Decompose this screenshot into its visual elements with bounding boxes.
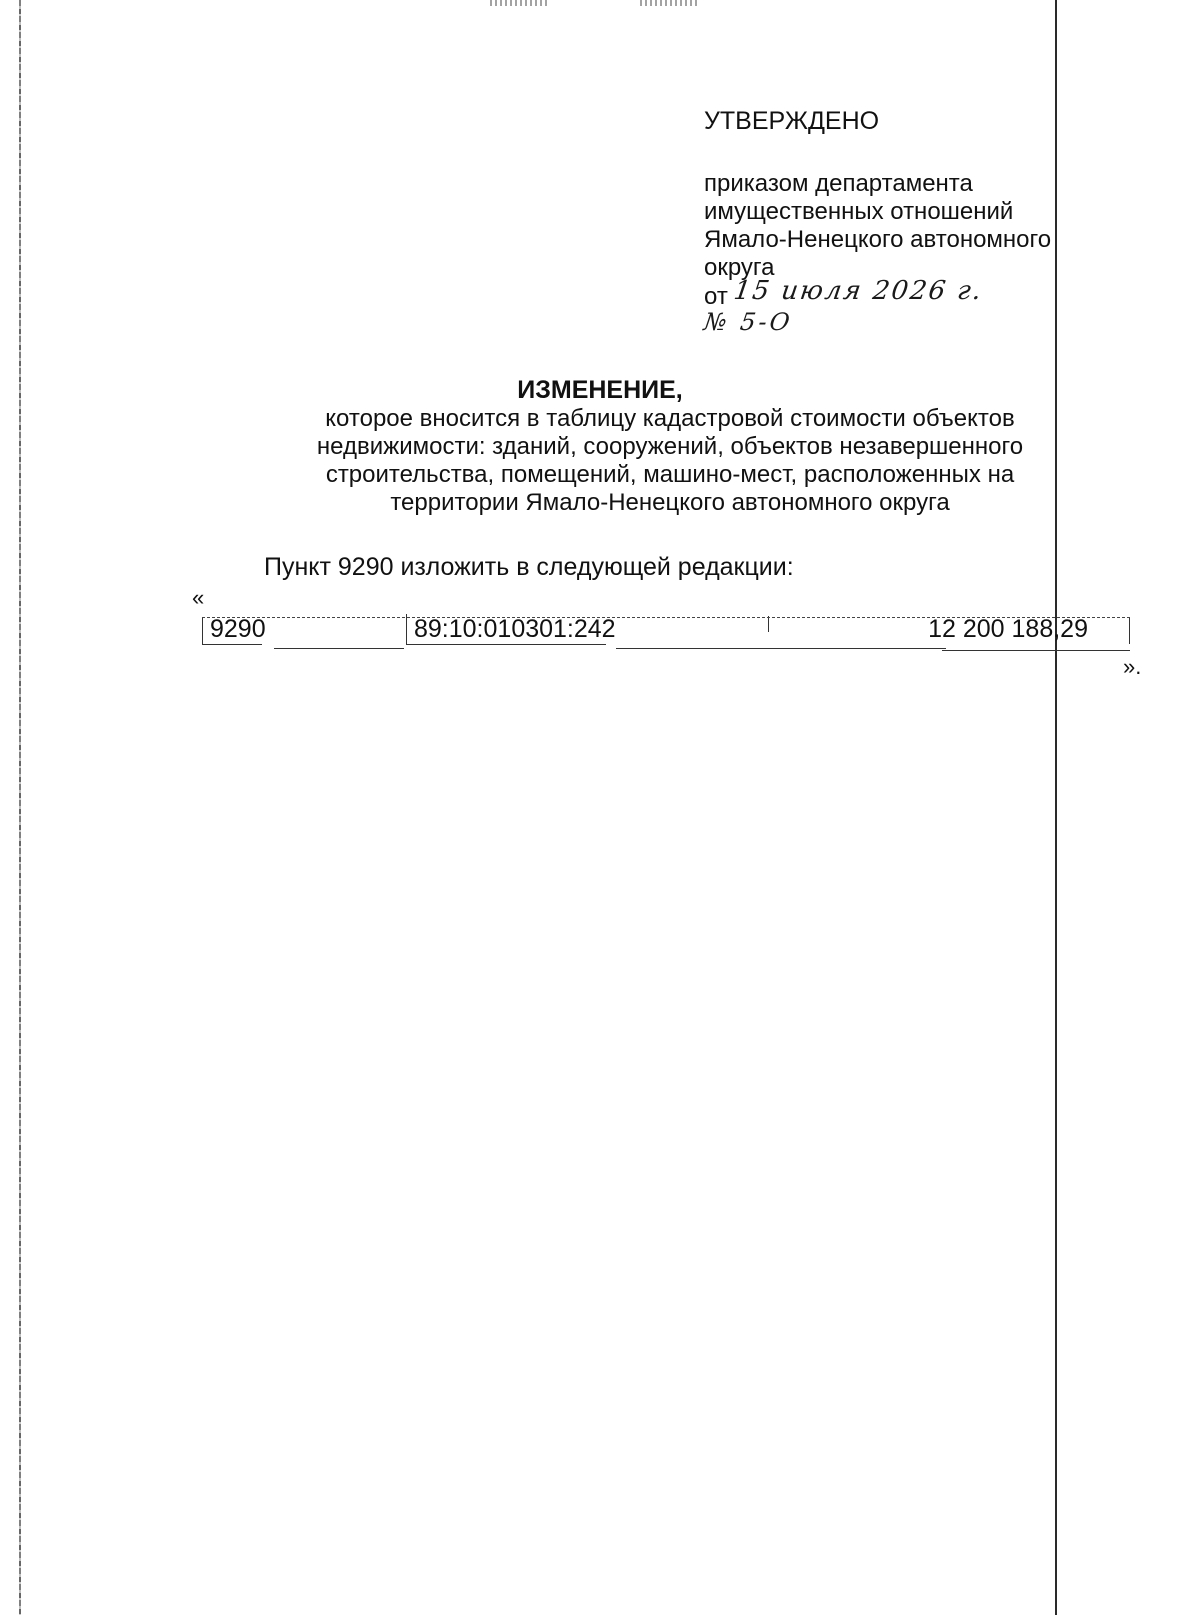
row-bottom-border [942, 650, 1130, 651]
cell-border [1129, 618, 1130, 644]
row-bottom-border [406, 644, 606, 645]
handwritten-date: 15 июля 2026 г. [731, 276, 985, 306]
quote-open: « [192, 585, 205, 610]
subtitle-line: территории Ямало-Ненецкого автономного округа [390, 489, 950, 516]
approved-heading: УТВЕРЖДЕНО [704, 107, 880, 135]
cadastral-cost: 12 200 188,29 [928, 615, 1088, 643]
approval-number [702, 308, 1124, 342]
approval-line: приказом департамента [704, 170, 973, 197]
amendment-paragraph: Пункт 9290 изложить в следующей редакции: [264, 553, 794, 581]
approval-line: Ямало-Ненецкого автономного [704, 226, 1052, 253]
date-prefix: от [704, 283, 728, 310]
cadastral-number: 89:10:010301:242 [414, 615, 616, 643]
handwritten-number: № 5-О [702, 308, 795, 336]
cell-border [202, 618, 203, 644]
cell-border [768, 616, 769, 632]
row-number: 9290 [210, 615, 266, 643]
subtitle-line: строительства, помещений, машино-мест, расположенных на [325, 461, 1015, 488]
approval-block [704, 102, 1124, 342]
approval-line: имущественных отношений [704, 198, 1014, 225]
row-bottom-border [616, 648, 946, 649]
table-row [202, 614, 1130, 650]
subtitle-line: недвижимости: зданий, сооружений, объектов незавершенного [316, 433, 1024, 460]
scan-top-mark [490, 0, 550, 6]
approval-line: округа [704, 254, 775, 281]
row-bottom-border [202, 644, 262, 645]
document-title: ИЗМЕНЕНИЕ, [517, 376, 683, 404]
cell-border [406, 614, 407, 644]
document-subtitle [230, 405, 1110, 517]
scan-top-mark [640, 0, 700, 6]
scan-left-edge [19, 0, 21, 1615]
quote-close: ». [1123, 654, 1142, 679]
row-bottom-border [274, 648, 404, 649]
approval-lines [704, 170, 1124, 282]
subtitle-line: которое вносится в таблицу кадастровой стоимости объектов [325, 405, 1015, 432]
